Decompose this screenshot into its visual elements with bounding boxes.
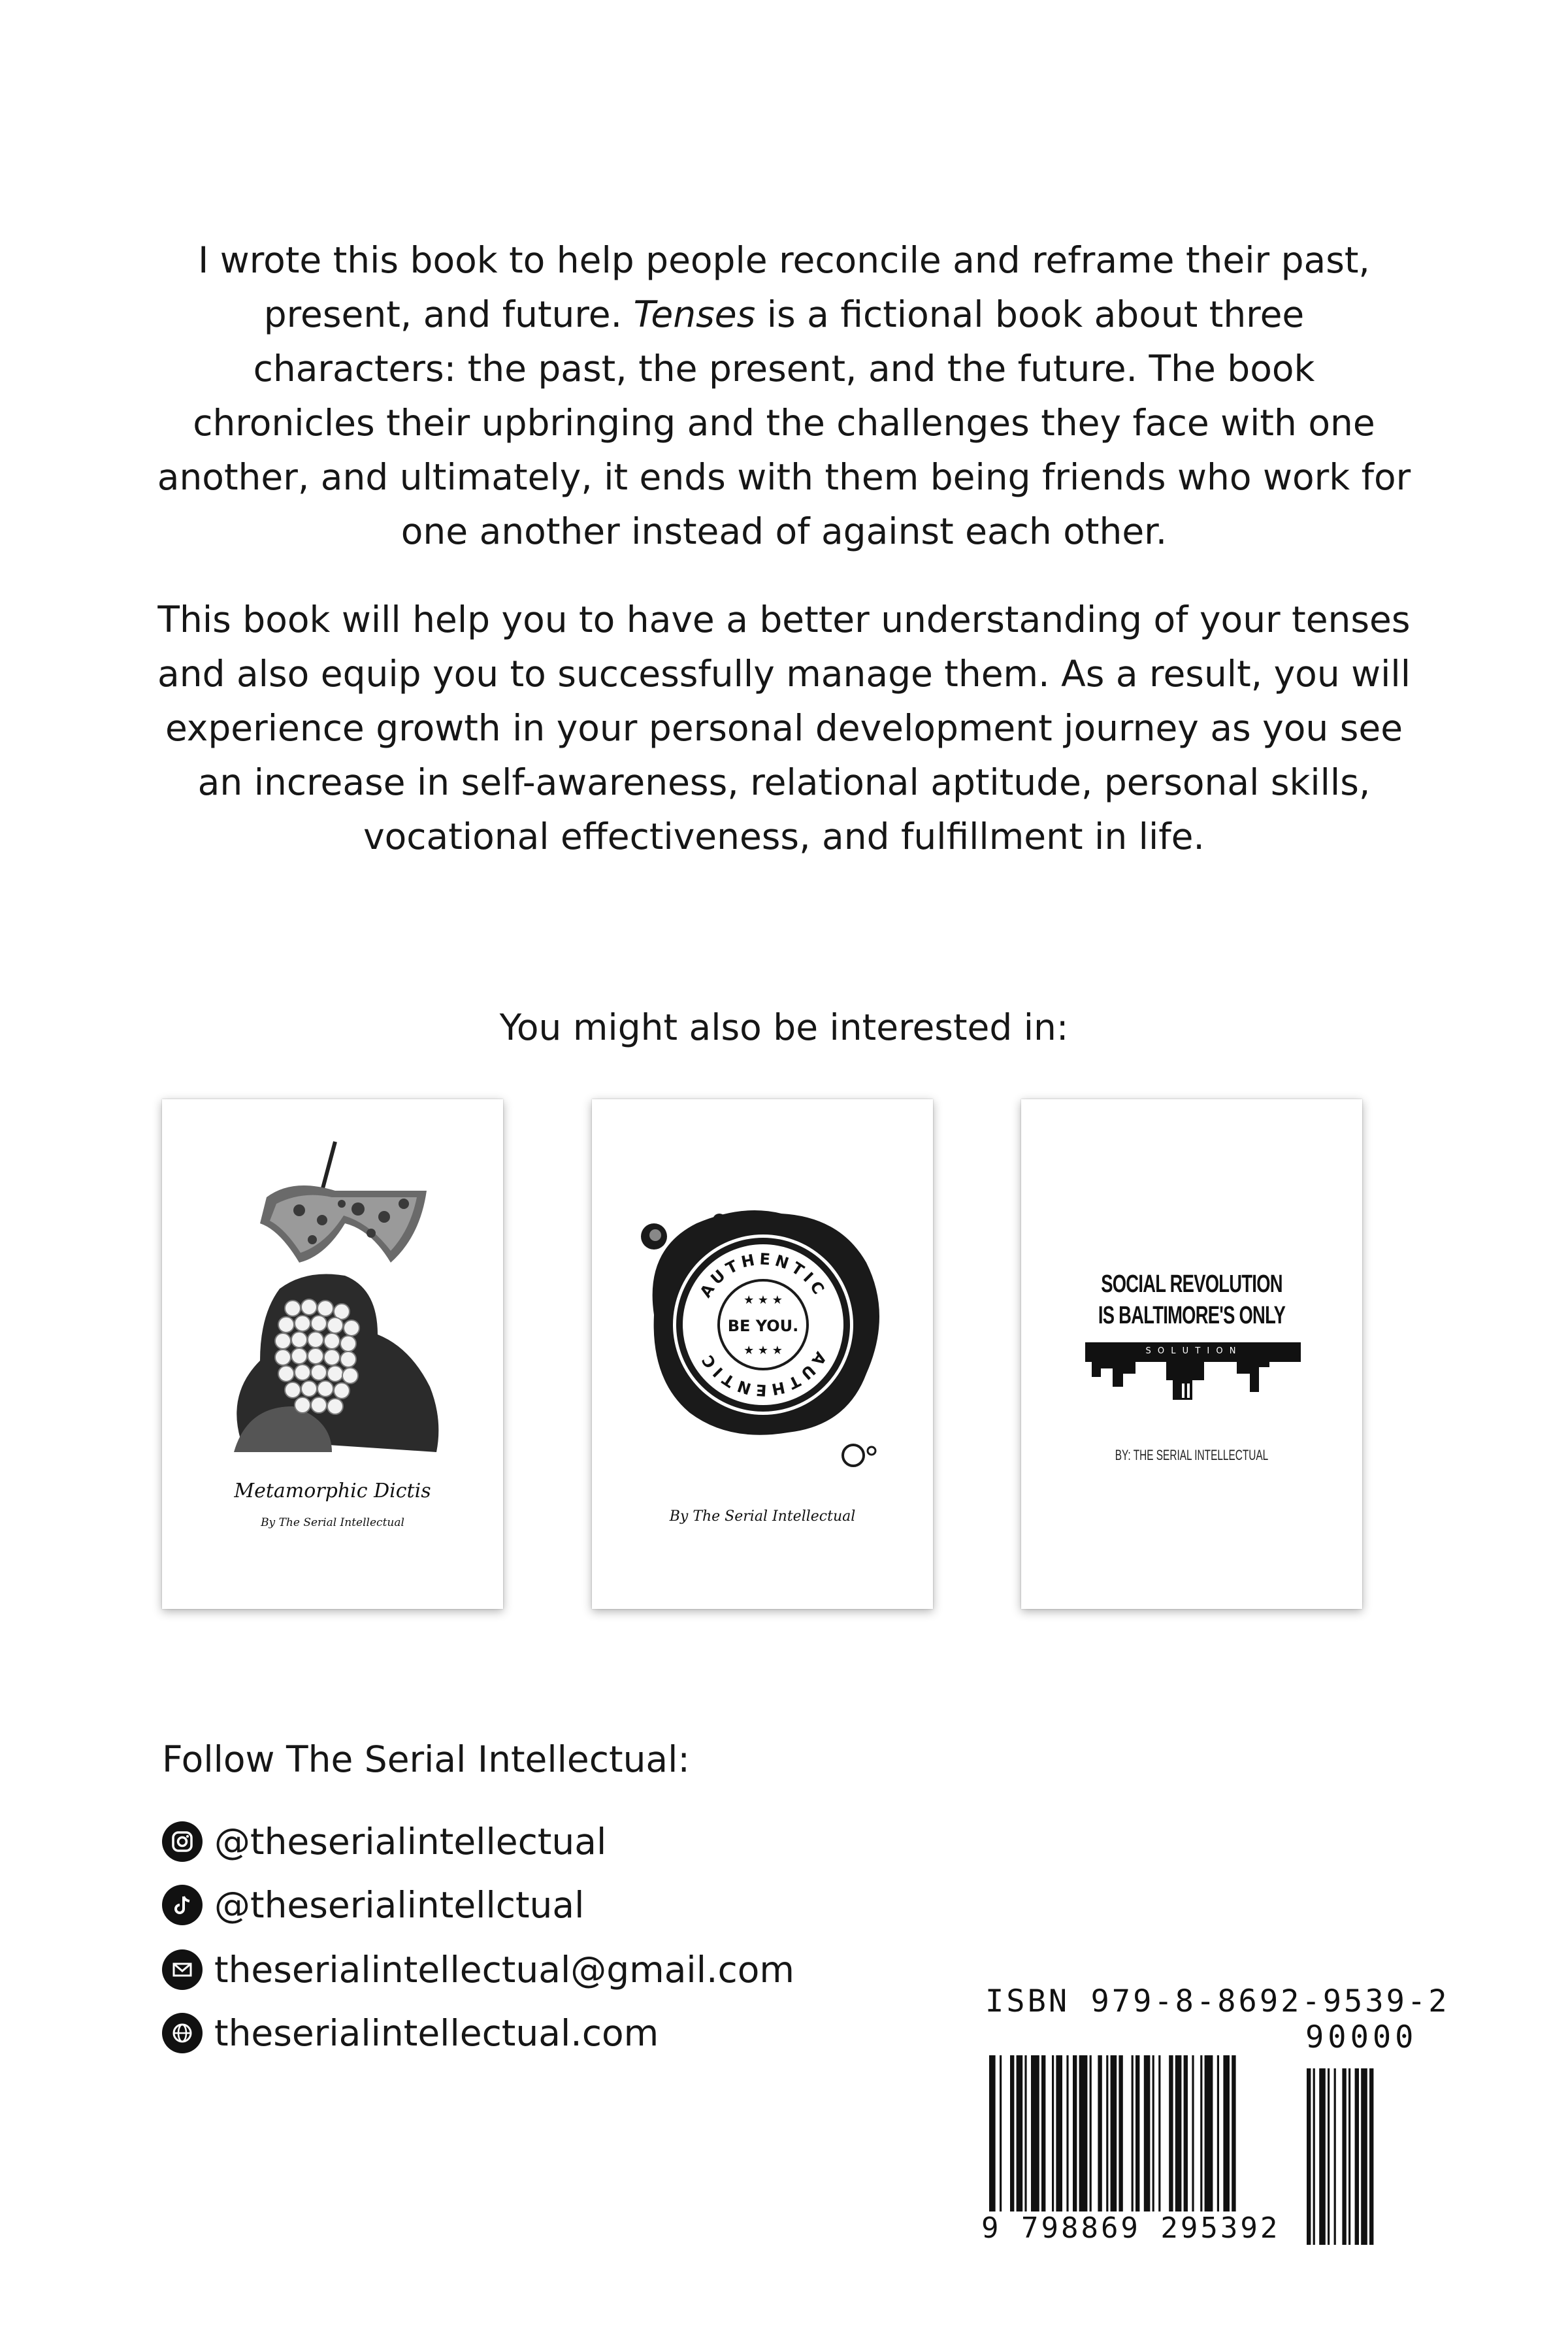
email-icon bbox=[162, 1949, 203, 1990]
barcode-addon-bar bbox=[1361, 2068, 1367, 2245]
website-link[interactable] bbox=[162, 2012, 659, 2055]
instagram-link[interactable] bbox=[162, 1820, 606, 1863]
instagram-handle: @theserialintellectual bbox=[214, 1821, 607, 1863]
barcode-bar bbox=[1111, 2055, 1117, 2219]
tiktok-link[interactable] bbox=[162, 1883, 584, 1927]
email-link[interactable] bbox=[162, 1948, 794, 1991]
barcode-bar bbox=[1090, 2055, 1092, 2219]
barcode-bar bbox=[1158, 2055, 1160, 2219]
book-author: BY: THE SERIAL INTELLECTUAL bbox=[1115, 1447, 1269, 1463]
description-paragraph-2: This book will help you to have a better understanding of your tenses and also equip you to successfully manage them. As a result, you will experience growth in your personal development journey as you see an increase in self-awareness, relational aptitude, personal skills, vocational effectiveness, and fulfillment in life. bbox=[157, 599, 1411, 857]
barcode-bar bbox=[1073, 2055, 1077, 2219]
butterfly-pearls-figure-icon bbox=[162, 1099, 503, 1609]
follow-heading: Follow The Serial Intellectual: bbox=[162, 1738, 690, 1780]
barcode-addon-bar bbox=[1328, 2068, 1330, 2245]
isbn-label: ISBN 979-8-8692-9539-2 bbox=[985, 1983, 1450, 2019]
description-text: is a fictional book about three characters: the past, the present, and the future. The book chronicles their upbringing and the challenges they face with one another, and ultimately, it ends with them being friends who work for one another instead of against each other. bbox=[157, 293, 1411, 552]
barcode-addon-bar bbox=[1319, 2068, 1326, 2245]
barcode-addon-bar bbox=[1334, 2068, 1336, 2245]
book-title-line-2: IS BALTIMORE'S ONLY bbox=[1098, 1302, 1286, 1329]
barcode-addon-bar bbox=[1369, 2068, 1373, 2245]
email-address: theserialintellectual@gmail.com bbox=[214, 1949, 794, 1991]
book-subtitle: S O L U T I O N bbox=[1145, 1346, 1238, 1356]
barcode-bar bbox=[1135, 2055, 1139, 2219]
barcode-addon-bar bbox=[1313, 2068, 1315, 2245]
book-cover-social-revolution bbox=[1021, 1099, 1362, 1609]
barcode-bar bbox=[1217, 2055, 1219, 2219]
globe-icon bbox=[162, 2013, 203, 2053]
wax-seal-icon bbox=[592, 1099, 933, 1609]
barcode-bar bbox=[1223, 2055, 1230, 2219]
barcode-bar bbox=[1192, 2055, 1194, 2219]
barcode-bar bbox=[1175, 2055, 1182, 2219]
barcode-bar bbox=[1041, 2055, 1045, 2219]
barcode-bar bbox=[1056, 2055, 1062, 2219]
website-url: theserialintellectual.com bbox=[214, 2012, 659, 2054]
book-cover-metamorphic-dictis bbox=[162, 1099, 503, 1609]
barcode-bar bbox=[1205, 2055, 1213, 2219]
barcode-bar bbox=[989, 2055, 996, 2219]
barcode-addon-number: 90000 bbox=[1305, 2019, 1418, 2055]
barcode-addon-bar bbox=[1348, 2068, 1350, 2245]
barcode-bar bbox=[1052, 2055, 1054, 2219]
barcode-bar bbox=[1010, 2055, 1014, 2219]
tiktok-icon bbox=[162, 1885, 203, 1925]
barcode-bar bbox=[1017, 2055, 1023, 2219]
barcode-bar bbox=[1066, 2055, 1068, 2219]
barcode-bar bbox=[1000, 2055, 1002, 2219]
barcode-bar bbox=[1024, 2055, 1026, 2219]
tiktok-handle: @theserialintellctual bbox=[214, 1884, 585, 1926]
barcode-bar bbox=[1031, 2055, 1039, 2219]
seal-stars-bottom: ★ ★ ★ bbox=[743, 1344, 783, 1357]
description-text: I wrote this book to help people reconcile and reframe their past, present, and future. bbox=[198, 239, 1370, 335]
recommendations-heading: You might also be interested in: bbox=[499, 1006, 1069, 1048]
barcode-bar bbox=[1184, 2055, 1188, 2219]
book-cover-authentic bbox=[592, 1099, 933, 1609]
book-title: Metamorphic Dictis bbox=[234, 1480, 431, 1502]
barcode-addon-bar bbox=[1307, 2068, 1311, 2245]
description-paragraph-1 bbox=[157, 233, 1411, 559]
book-title-line-1: SOCIAL REVOLUTION bbox=[1101, 1270, 1282, 1298]
book-author: By The Serial Intellectual bbox=[669, 1508, 856, 1525]
seal-stars-top: ★ ★ ★ bbox=[743, 1293, 783, 1307]
barcode-addon-bar bbox=[1355, 2068, 1359, 2245]
barcode-bar bbox=[1079, 2055, 1088, 2219]
barcode-bar bbox=[1200, 2055, 1202, 2219]
seal-bottom-text: AUTHENTIC bbox=[696, 1348, 830, 1400]
seal-center-text: BE YOU. bbox=[727, 1317, 799, 1335]
book-author: By The Serial Intellectual bbox=[261, 1516, 404, 1529]
barcode-bar bbox=[1152, 2055, 1154, 2219]
barcode-number: 9 798869 295392 bbox=[981, 2211, 1281, 2245]
barcode-bar bbox=[1232, 2055, 1235, 2219]
barcode-bar bbox=[1106, 2055, 1108, 2219]
barcode-addon-bar bbox=[1342, 2068, 1346, 2245]
barcode-bar bbox=[1169, 2055, 1173, 2219]
barcode-bar bbox=[1144, 2055, 1151, 2219]
barcode-bar bbox=[1119, 2055, 1122, 2219]
barcode-bar bbox=[1098, 2055, 1102, 2219]
barcode-bar bbox=[1132, 2055, 1134, 2219]
book-title-italic: Tenses bbox=[633, 293, 756, 335]
instagram-icon bbox=[162, 1821, 203, 1862]
seal-top-text: AUTHENTIC bbox=[696, 1250, 830, 1301]
